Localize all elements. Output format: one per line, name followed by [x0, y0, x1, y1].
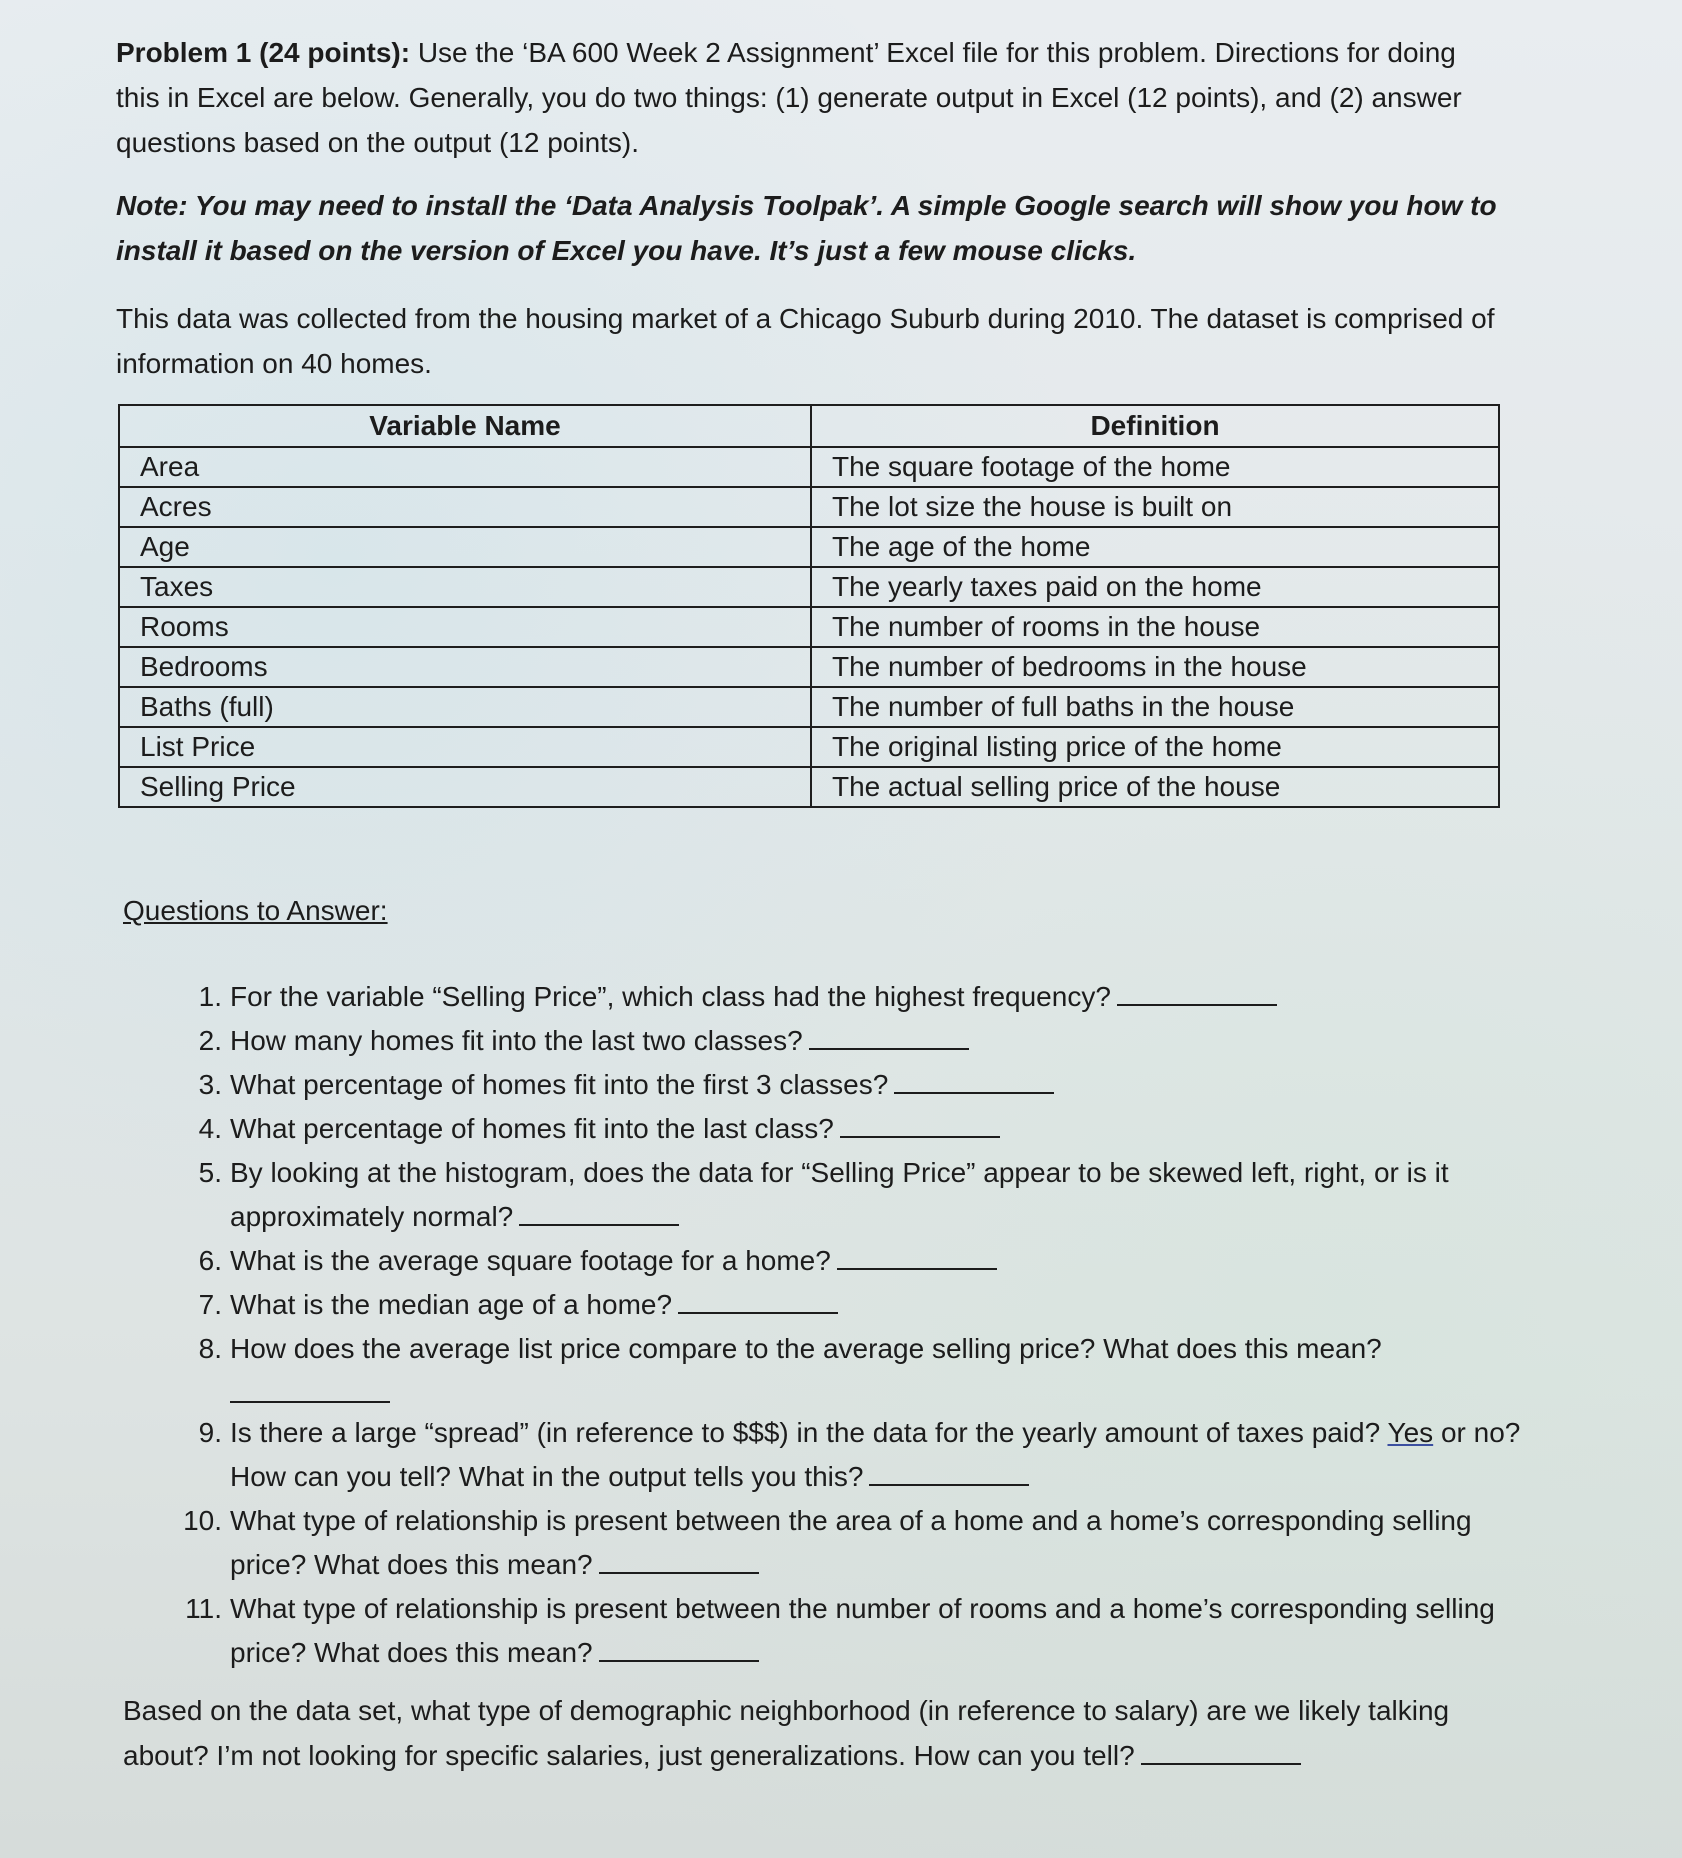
question-text-continued: or no? How can you tell? What in the output tells you this? [230, 1417, 1521, 1492]
question-item [164, 1411, 1524, 1499]
header-variable-name: Variable Name [119, 405, 811, 447]
table-row [119, 447, 1499, 487]
question-text: For the variable “Selling Price”, which class had the highest frequency? [230, 981, 1111, 1012]
question-text: By looking at the histogram, does the data for “Selling Price” appear to be skewed left, right, or is it approximately normal? [230, 1157, 1449, 1232]
question-number: 11. [185, 1593, 222, 1624]
table-row [119, 767, 1499, 807]
question-number: 3. [198, 1069, 222, 1100]
final-question [123, 1688, 1503, 1778]
answer-blank[interactable] [599, 1632, 759, 1662]
dataset-description: This data was collected from the housing market of a Chicago Suburb during 2010. The dataset is comprised of information on 40 homes. [116, 303, 1495, 379]
answer-blank[interactable] [230, 1379, 390, 1403]
question-item [164, 1587, 1524, 1675]
table-row [119, 527, 1499, 567]
answer-blank[interactable] [894, 1064, 1054, 1094]
definition-cell: The age of the home [811, 527, 1499, 567]
question-text: What type of relationship is present between the area of a home and a home’s corresponding selling price? What does this mean? [230, 1505, 1472, 1580]
definition-cell: The lot size the house is built on [811, 487, 1499, 527]
table-header-row [119, 405, 1499, 447]
table-row [119, 567, 1499, 607]
answer-blank[interactable] [840, 1108, 1000, 1138]
question-item [164, 1107, 1524, 1151]
question-item [164, 1151, 1524, 1239]
definition-cell: The number of bedrooms in the house [811, 647, 1499, 687]
question-item [164, 1499, 1524, 1587]
questions-heading: Questions to Answer: [123, 895, 388, 926]
table-row [119, 607, 1499, 647]
final-question-text: Based on the data set, what type of demographic neighborhood (in reference to salary) are we likely talking about? I’m not looking for specific salaries, just generalizations. How can you tell? [123, 1695, 1450, 1771]
answer-blank[interactable] [1117, 976, 1277, 1006]
question-item [164, 975, 1524, 1019]
variable-name-cell: Age [119, 527, 811, 567]
question-number: 10. [183, 1505, 222, 1536]
question-item [164, 1283, 1524, 1327]
header-definition: Definition [811, 405, 1499, 447]
definition-cell: The actual selling price of the house [811, 767, 1499, 807]
question-number: 6. [198, 1245, 222, 1276]
variable-name-cell: Bedrooms [119, 647, 811, 687]
definition-cell: The square footage of the home [811, 447, 1499, 487]
variable-name-cell: List Price [119, 727, 811, 767]
question-number: 7. [198, 1289, 222, 1320]
toolpak-note: Note: You may need to install the ‘Data Analysis Toolpak’. A simple Google search will show you how to install it based on the version of Excel you have. It’s just a few mouse clicks. [116, 190, 1497, 266]
variables-table [118, 404, 1500, 808]
questions-list [164, 975, 1524, 1675]
question-item [164, 1239, 1524, 1283]
definition-cell: The number of full baths in the house [811, 687, 1499, 727]
answer-blank[interactable] [519, 1196, 679, 1226]
variable-name-cell: Rooms [119, 607, 811, 647]
answer-blank[interactable] [837, 1240, 997, 1270]
question-text: What percentage of homes fit into the last class? [230, 1113, 834, 1144]
question-text: What is the median age of a home? [230, 1289, 673, 1320]
table-row [119, 727, 1499, 767]
question-number: 4. [198, 1113, 222, 1144]
table-row [119, 647, 1499, 687]
answer-blank[interactable] [599, 1544, 759, 1574]
answer-blank[interactable] [809, 1020, 969, 1050]
variable-name-cell: Selling Price [119, 767, 811, 807]
question-text: Is there a large “spread” (in reference to $$$) in the data for the yearly amount of taxes paid? [230, 1417, 1381, 1448]
problem-label: Problem 1 (24 points): [116, 37, 411, 68]
question-text: How does the average list price compare to the average selling price? What does this mean? [230, 1333, 1382, 1364]
variable-name-cell: Baths (full) [119, 687, 811, 727]
answer-blank[interactable] [678, 1284, 838, 1314]
question-number: 2. [198, 1025, 222, 1056]
definition-cell: The number of rooms in the house [811, 607, 1499, 647]
question-number: 8. [198, 1333, 222, 1364]
question-item [164, 1063, 1524, 1107]
question-item [164, 1327, 1524, 1403]
question-text: What type of relationship is present between the number of rooms and a home’s corresponding selling price? What does this mean? [230, 1593, 1495, 1668]
question-text: How many homes fit into the last two classes? [230, 1025, 803, 1056]
answer-blank[interactable] [869, 1456, 1029, 1486]
question-item [164, 1019, 1524, 1063]
answer-blank[interactable] [1141, 1735, 1301, 1765]
question-number: 9. [198, 1417, 222, 1448]
variable-name-cell: Taxes [119, 567, 811, 607]
question-number: 5. [198, 1157, 222, 1188]
variable-name-cell: Acres [119, 487, 811, 527]
question-text: What is the average square footage for a home? [230, 1245, 831, 1276]
table-row [119, 487, 1499, 527]
question-number: 1. [198, 981, 222, 1012]
definition-cell: The original listing price of the home [811, 727, 1499, 767]
definition-cell: The yearly taxes paid on the home [811, 567, 1499, 607]
question-text: What percentage of homes fit into the first 3 classes? [230, 1069, 889, 1100]
table-row [119, 687, 1499, 727]
problem-intro [116, 30, 1506, 165]
problem-text: Use the ‘BA 600 Week 2 Assignment’ Excel file for this problem. Directions for doing this in Excel are below. Generally, you do two things: (1) generate output in Excel (12 points), and (2) answer questions based on the output (12 points). [116, 37, 1462, 158]
yes-word: Yes [1387, 1417, 1434, 1448]
variable-name-cell: Area [119, 447, 811, 487]
